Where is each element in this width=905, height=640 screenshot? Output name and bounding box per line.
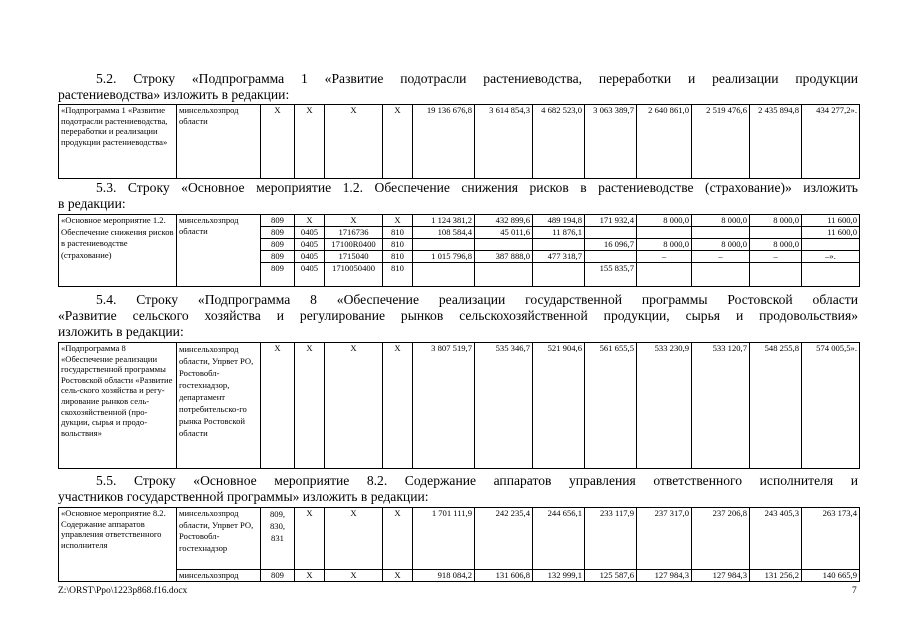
value-cell: – xyxy=(750,251,802,263)
value-cell: 11 876,1 xyxy=(533,227,585,239)
value-cell: 108 584,4 xyxy=(413,227,475,239)
vr-cell: Х xyxy=(383,215,413,227)
csr-cell: Х xyxy=(325,105,383,179)
table-row xyxy=(59,508,860,570)
value-cell: 11 600,0 xyxy=(802,215,860,227)
rz-cell: Х xyxy=(295,215,325,227)
paragraph-line: 5.5. Строку «Основное мероприятие 8.2. Содержание аппаратов управления ответственного исполнителя и xyxy=(96,473,858,488)
value-cell: 2 640 861,0 xyxy=(637,105,692,179)
value-cell: 387 888,0 xyxy=(475,251,533,263)
table-measure-1-2 xyxy=(58,214,860,287)
value-cell: 477 318,7 xyxy=(533,251,585,263)
csr-cell: Х xyxy=(325,215,383,227)
vr-cell: Х xyxy=(383,570,413,582)
table-row xyxy=(59,215,860,227)
value-cell: 3 063 389,7 xyxy=(585,105,637,179)
executor-cell: минсельхозпрод области, Упрвет РО, Ростовобл-гостехнадзор xyxy=(177,508,261,570)
value-cell xyxy=(585,227,637,239)
paragraph-line: «Развитие сельского хозяйства и регулирование рынков сельскохозяйственной продукции, сырья и продовольствия» xyxy=(58,308,858,323)
value-cell xyxy=(750,263,802,287)
value-cell xyxy=(637,227,692,239)
value-cell: 533 120,7 xyxy=(692,343,750,469)
value-cell: 2 435 894,8 xyxy=(750,105,802,179)
csr-cell: 17100R0400 xyxy=(325,239,383,251)
value-cell: –». xyxy=(802,251,860,263)
program-name-cell: «Подпрограмма 8 «Обеспечение реализации государственной программы Ростовской области «Развитие сель-ского хозяйства и регу-лирование рынков сель-скохозяйственной (про-дукции, сырья и продо-вольствия» xyxy=(59,343,177,469)
value-cell: 8 000,0 xyxy=(750,215,802,227)
value-cell: 131 606,8 xyxy=(475,570,533,582)
value-cell: 243 405,3 xyxy=(750,508,802,570)
value-cell: 263 173,4 xyxy=(802,508,860,570)
value-cell xyxy=(413,239,475,251)
vr-cell: 810 xyxy=(383,251,413,263)
value-cell: 561 655,5 xyxy=(585,343,637,469)
value-cell: 8 000,0 xyxy=(692,239,750,251)
value-cell: 3 614 854,3 xyxy=(475,105,533,179)
value-cell xyxy=(750,227,802,239)
value-cell: 244 656,1 xyxy=(533,508,585,570)
grbs-cell: 809, 830, 831 xyxy=(261,508,295,570)
table-subprogram-1 xyxy=(58,104,860,179)
value-cell: 548 255,8 xyxy=(750,343,802,469)
rz-cell: 0405 xyxy=(295,263,325,287)
value-cell: 4 682 523,0 xyxy=(533,105,585,179)
value-cell: 127 984,3 xyxy=(637,570,692,582)
grbs-cell: 809 xyxy=(261,251,295,263)
rz-cell: 0405 xyxy=(295,239,325,251)
value-cell xyxy=(413,263,475,287)
value-cell: 918 084,2 xyxy=(413,570,475,582)
grbs-cell: 809 xyxy=(261,215,295,227)
grbs-cell: 809 xyxy=(261,227,295,239)
csr-cell: 1716736 xyxy=(325,227,383,239)
value-cell: 1 701 111,9 xyxy=(413,508,475,570)
value-cell: – xyxy=(692,251,750,263)
vr-cell: Х xyxy=(383,105,413,179)
value-cell: 432 899,6 xyxy=(475,215,533,227)
value-cell: 237 317,0 xyxy=(637,508,692,570)
table-row xyxy=(59,105,860,179)
value-cell: 8 000,0 xyxy=(637,239,692,251)
value-cell xyxy=(585,251,637,263)
executor-cell: минсельхозпрод области, Упрвет РО, Ростовобл-гостехнадзор, департамент потребительско-го рынка Ростовской области xyxy=(177,343,261,469)
grbs-cell: 809 xyxy=(261,263,295,287)
executor-cell: минсельхозпрод xyxy=(177,570,261,582)
executor-cell: минсельхозпрод области xyxy=(177,215,261,287)
footer-file-path: Z:\ORST\Ppo\1223p868.f16.docx xyxy=(58,586,188,596)
value-cell xyxy=(475,239,533,251)
value-cell: 521 904,6 xyxy=(533,343,585,469)
table-measure-8-2 xyxy=(58,507,860,582)
value-cell: 8 000,0 xyxy=(637,215,692,227)
value-cell xyxy=(692,227,750,239)
value-cell: 16 096,7 xyxy=(585,239,637,251)
csr-cell: Х xyxy=(325,570,383,582)
value-cell xyxy=(533,263,585,287)
value-cell: 127 984,3 xyxy=(692,570,750,582)
program-name-cell: «Подпрограмма 1 «Развитие подотрасли растениеводства, переработки и реализации продукции растениеводства» xyxy=(59,105,177,179)
value-cell xyxy=(802,239,860,251)
executor-cell: минсельхозпрод области xyxy=(177,105,261,179)
paragraph-line: участников государственной программы» изложить в редакции: xyxy=(58,489,429,504)
paragraph-line: изложить в редакции: xyxy=(58,324,184,339)
table-subprogram-8 xyxy=(58,342,860,469)
value-cell: 3 807 519,7 xyxy=(413,343,475,469)
csr-cell: 1715040 xyxy=(325,251,383,263)
paragraph-line: 5.3. Строку «Основное мероприятие 1.2. Обеспечение снижения рисков в растениеводстве (страхование)» изложить xyxy=(96,180,858,195)
value-cell xyxy=(533,239,585,251)
value-cell: 2 519 476,6 xyxy=(692,105,750,179)
paragraph-line: 5.4. Строку «Подпрограмма 8 «Обеспечение реализации государственной программы Ростовской области xyxy=(96,292,858,307)
paragraph-5-5 xyxy=(58,473,858,505)
value-cell: 242 235,4 xyxy=(475,508,533,570)
vr-cell: 810 xyxy=(383,263,413,287)
rz-cell: 0405 xyxy=(295,227,325,239)
program-name-cell: «Основное мероприятие 1.2. Обеспечение снижения рисков в растениеводстве (страхование) xyxy=(59,215,177,287)
value-cell: 1 124 381,2 xyxy=(413,215,475,227)
value-cell: 19 136 676,8 xyxy=(413,105,475,179)
grbs-cell: 809 xyxy=(261,239,295,251)
csr-cell: 1710050400 xyxy=(325,263,383,287)
value-cell: 132 999,1 xyxy=(533,570,585,582)
value-cell: 489 194,8 xyxy=(533,215,585,227)
rz-cell: Х xyxy=(295,105,325,179)
value-cell: – xyxy=(637,251,692,263)
value-cell xyxy=(637,263,692,287)
paragraph-5-2 xyxy=(58,71,858,103)
value-cell: 574 005,5». xyxy=(802,343,860,469)
paragraph-line: 5.2. Строку «Подпрограмма 1 «Развитие подотрасли растениеводства, переработки и реализации продукции xyxy=(96,71,858,86)
value-cell: 11 600,0 xyxy=(802,227,860,239)
grbs-cell: 809 xyxy=(261,570,295,582)
paragraph-line: растениеводства» изложить в редакции: xyxy=(58,87,290,102)
grbs-cell: Х xyxy=(261,343,295,469)
value-cell: 155 835,7 xyxy=(585,263,637,287)
page-number: 7 xyxy=(852,586,857,596)
vr-cell: Х xyxy=(383,508,413,570)
table-row xyxy=(59,343,860,469)
rz-cell: 0405 xyxy=(295,251,325,263)
value-cell: 1 015 796,8 xyxy=(413,251,475,263)
value-cell: 131 256,2 xyxy=(750,570,802,582)
value-cell: 171 932,4 xyxy=(585,215,637,227)
value-cell xyxy=(802,263,860,287)
vr-cell: Х xyxy=(383,343,413,469)
rz-cell: Х xyxy=(295,508,325,570)
rz-cell: Х xyxy=(295,343,325,469)
vr-cell: 810 xyxy=(383,227,413,239)
grbs-cell: Х xyxy=(261,105,295,179)
value-cell: 533 230,9 xyxy=(637,343,692,469)
value-cell: 140 665,9 xyxy=(802,570,860,582)
value-cell xyxy=(692,263,750,287)
program-name-cell: «Основное мероприятие 8.2. Содержание аппаратов управления ответственного исполнителя xyxy=(59,508,177,582)
value-cell: 8 000,0 xyxy=(750,239,802,251)
vr-cell: 810 xyxy=(383,239,413,251)
paragraph-line: в редакции: xyxy=(58,196,126,211)
value-cell: 125 587,6 xyxy=(585,570,637,582)
value-cell: 237 206,8 xyxy=(692,508,750,570)
table-row xyxy=(59,570,860,582)
value-cell: 535 346,7 xyxy=(475,343,533,469)
value-cell: 8 000,0 xyxy=(692,215,750,227)
csr-cell: Х xyxy=(325,508,383,570)
csr-cell: Х xyxy=(325,343,383,469)
paragraph-5-4 xyxy=(58,292,858,340)
value-cell: 233 117,9 xyxy=(585,508,637,570)
rz-cell: Х xyxy=(295,570,325,582)
value-cell xyxy=(475,263,533,287)
value-cell: 45 011,6 xyxy=(475,227,533,239)
paragraph-5-3 xyxy=(58,180,858,212)
value-cell: 434 277,2». xyxy=(802,105,860,179)
